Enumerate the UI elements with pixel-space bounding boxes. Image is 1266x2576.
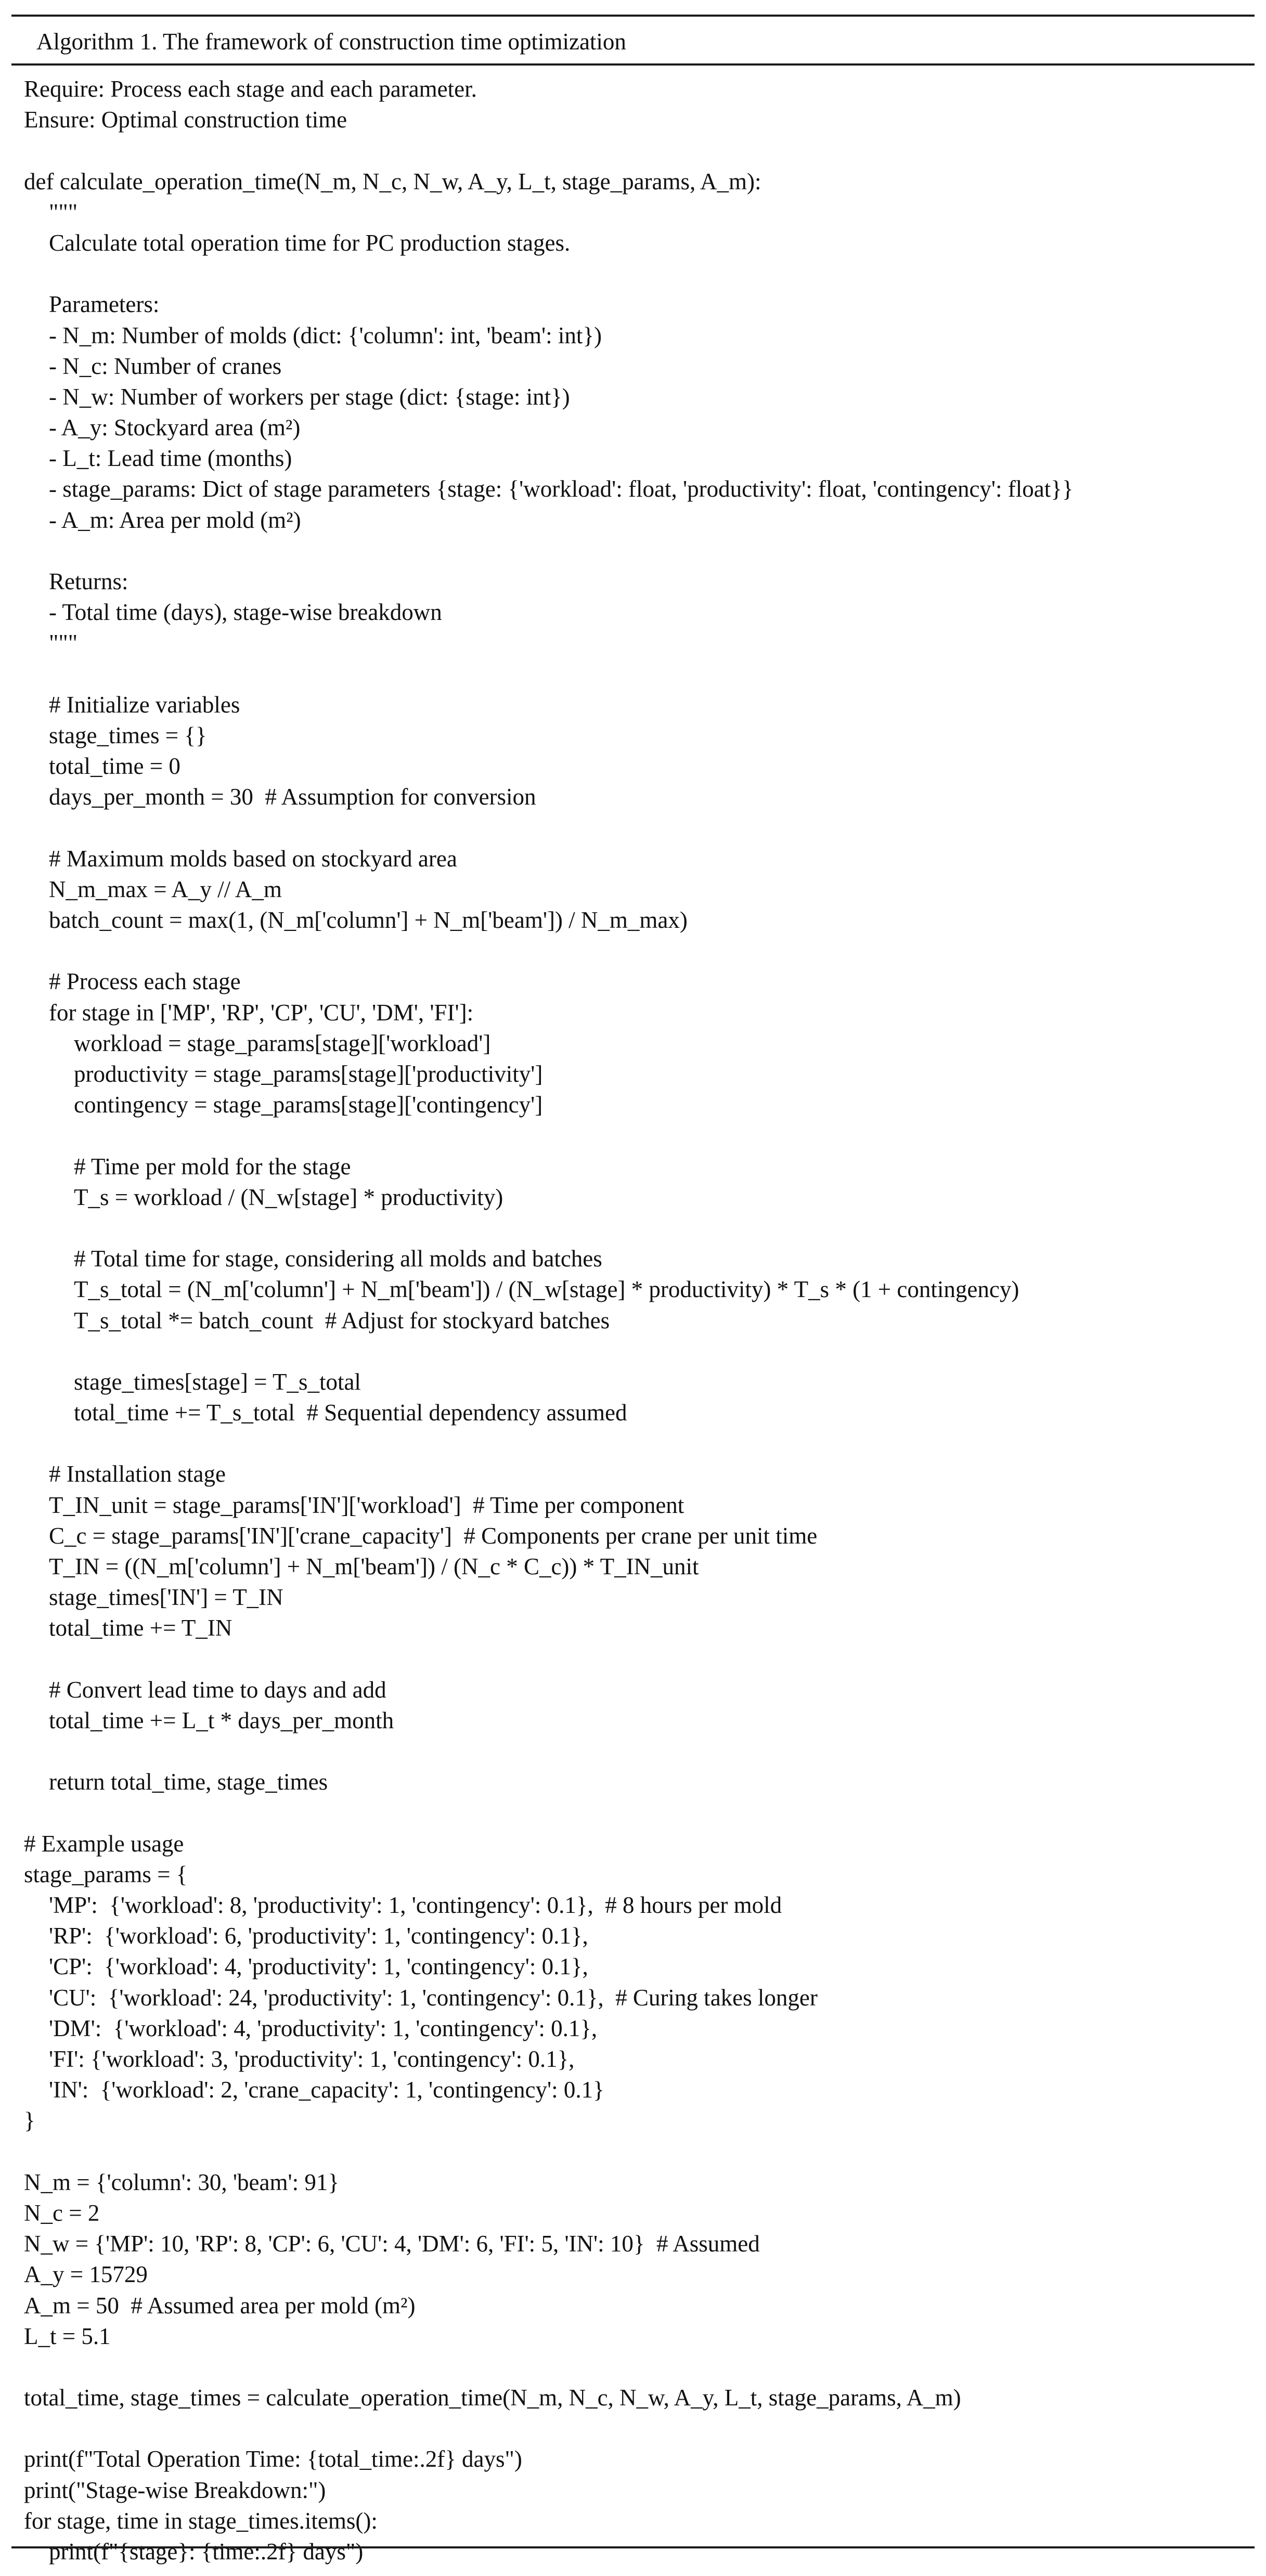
code-line: - N_m: Number of molds (dict: {'column': int, 'beam': int}) [49,322,602,348]
code-line: 'MP': {'workload': 8, 'productivity': 1, 'contingency': 0.1}, # 8 hours per mold [49,1892,782,1919]
code-line: - L_t: Lead time (months) [49,445,292,472]
code-line: batch_count = max(1, (N_m['column'] + N_m['beam']) / N_m_max) [49,907,688,934]
code-line: 'DM': {'workload': 4, 'productivity': 1, 'contingency': 0.1}, [49,2015,598,2041]
code-line: Ensure: Optimal construction time [24,107,347,133]
code-line: """ [49,199,78,225]
code-line: stage_times = {} [49,722,207,748]
code-line: stage_times['IN'] = T_IN [49,1584,283,1611]
code-line: - stage_params: Dict of stage parameters {stage: {'workload': float, 'productivity': float, 'contingency': float}} [49,476,1074,502]
code-line: N_c = 2 [24,2199,100,2226]
code-line [24,2413,1249,2444]
caption-rule [11,63,1255,66]
algorithm-box [11,15,1255,2565]
code-line: workload = stage_params[stage]['workload'] [74,1030,491,1056]
code-line [24,1798,1249,1829]
code-line: A_y = 15729 [24,2261,148,2288]
code-line [24,2352,1249,2383]
code-line: T_s = workload / (N_w[stage] * productivity) [74,1184,503,1210]
code-line: - A_y: Stockyard area (m²) [49,415,301,441]
code-line: 'CU': {'workload': 24, 'productivity': 1, 'contingency': 0.1}, # Curing takes longer [49,1984,818,2011]
code-line: def calculate_operation_time(N_m, N_c, N_w, A_y, L_t, stage_params, A_m): [24,168,761,195]
code-line: N_m_max = A_y // A_m [49,876,282,902]
code-line: } [24,2107,35,2134]
code-line: T_IN_unit = stage_params['IN']['workload'] # Time per component [49,1492,684,1518]
bottom-rule [11,2546,1255,2548]
code-line [24,813,1249,844]
code-line [24,936,1249,966]
code-line: # Time per mold for the stage [74,1153,351,1180]
code-line: N_w = {'MP': 10, 'RP': 8, 'CP': 6, 'CU': 4, 'DM': 6, 'FI': 5, 'IN': 10} # Assumed [24,2231,760,2257]
code-line: for stage in ['MP', 'RP', 'CP', 'CU', 'DM', 'FI']: [49,999,474,1026]
code-line: return total_time, stage_times [49,1769,328,1795]
code-line: T_s_total *= batch_count # Adjust for stockyard batches [74,1307,610,1334]
code-line: - N_w: Number of workers per stage (dict: {stage: int}) [49,383,570,410]
code-line: Calculate total operation time for PC production stages. [49,229,571,256]
code-line [24,659,1249,690]
code-line: contingency = stage_params[stage]['contingency'] [74,1092,543,1118]
code-line: 'IN': {'workload': 2, 'crane_capacity': 1, 'contingency': 0.1} [49,2077,604,2103]
code-line: Parameters: [49,291,160,318]
code-line: print(f"{stage}: {time:.2f} days") [49,2539,364,2565]
code-line [24,2137,1249,2167]
code-line: for stage, time in stage_times.items(): [24,2507,378,2534]
code-line: # Convert lead time to days and add [49,1676,386,1703]
code-line: print(f"Total Operation Time: {total_time:.2f} days") [24,2446,522,2473]
code-line [24,1213,1249,1244]
code-line: # Maximum molds based on stockyard area [49,845,457,872]
code-line [24,1120,1249,1151]
code-line: L_t = 5.1 [24,2323,111,2349]
code-line [24,1336,1249,1367]
code-line: # Process each stage [49,968,241,995]
code-line: stage_times[stage] = T_s_total [74,1368,361,1395]
code-line [24,1736,1249,1767]
code-line: Returns: [49,568,128,594]
code-line: total_time = 0 [49,753,180,780]
code-line [24,1644,1249,1675]
code-line: days_per_month = 30 # Assumption for conversion [49,784,536,810]
algorithm-body [24,74,1249,2567]
code-line [24,536,1249,566]
code-line: productivity = stage_params[stage]['productivity'] [74,1061,543,1087]
algorithm-caption: Algorithm 1. The framework of construction time optimization [36,29,626,55]
code-line [24,1428,1249,1459]
code-line: total_time += L_t * days_per_month [49,1707,394,1733]
code-line: 'FI': {'workload': 3, 'productivity': 1, 'contingency': 0.1}, [49,2046,575,2072]
code-line [24,258,1249,289]
code-line: C_c = stage_params['IN']['crane_capacity'] # Components per crane per unit time [49,1522,818,1549]
code-line: total_time += T_IN [49,1615,232,1641]
code-line: T_IN = ((N_m['column'] + N_m['beam']) / (N_c * C_c)) * T_IN_unit [49,1554,699,1580]
code-line: total_time += T_s_total # Sequential dependency assumed [74,1400,627,1426]
code-line: - A_m: Area per mold (m²) [49,507,301,533]
code-line: A_m = 50 # Assumed area per mold (m²) [24,2292,416,2319]
code-line: - Total time (days), stage-wise breakdown [49,599,442,626]
code-line: # Example usage [24,1830,184,1857]
code-line: # Total time for stage, considering all molds and batches [74,1246,602,1272]
code-line: stage_params = { [24,1861,188,1887]
code-line: 'CP': {'workload': 4, 'productivity': 1, 'contingency': 0.1}, [49,1953,588,1980]
code-line: T_s_total = (N_m['column'] + N_m['beam']) / (N_w[stage] * productivity) * T_s * (1 + contingency) [74,1276,1019,1303]
top-rule [11,15,1255,17]
code-line: # Initialize variables [49,691,240,718]
code-line: N_m = {'column': 30, 'beam': 91} [24,2169,339,2195]
code-line: - N_c: Number of cranes [49,353,282,379]
code-line: # Installation stage [49,1461,226,1487]
code-line [24,135,1249,166]
code-line: 'RP': {'workload': 6, 'productivity': 1, 'contingency': 0.1}, [49,1923,588,1949]
code-line: """ [49,630,78,656]
code-line: print("Stage-wise Breakdown:") [24,2477,326,2503]
code-line: Require: Process each stage and each parameter. [24,76,477,102]
code-line: total_time, stage_times = calculate_operation_time(N_m, N_c, N_w, A_y, L_t, stage_params, A_m) [24,2385,961,2411]
